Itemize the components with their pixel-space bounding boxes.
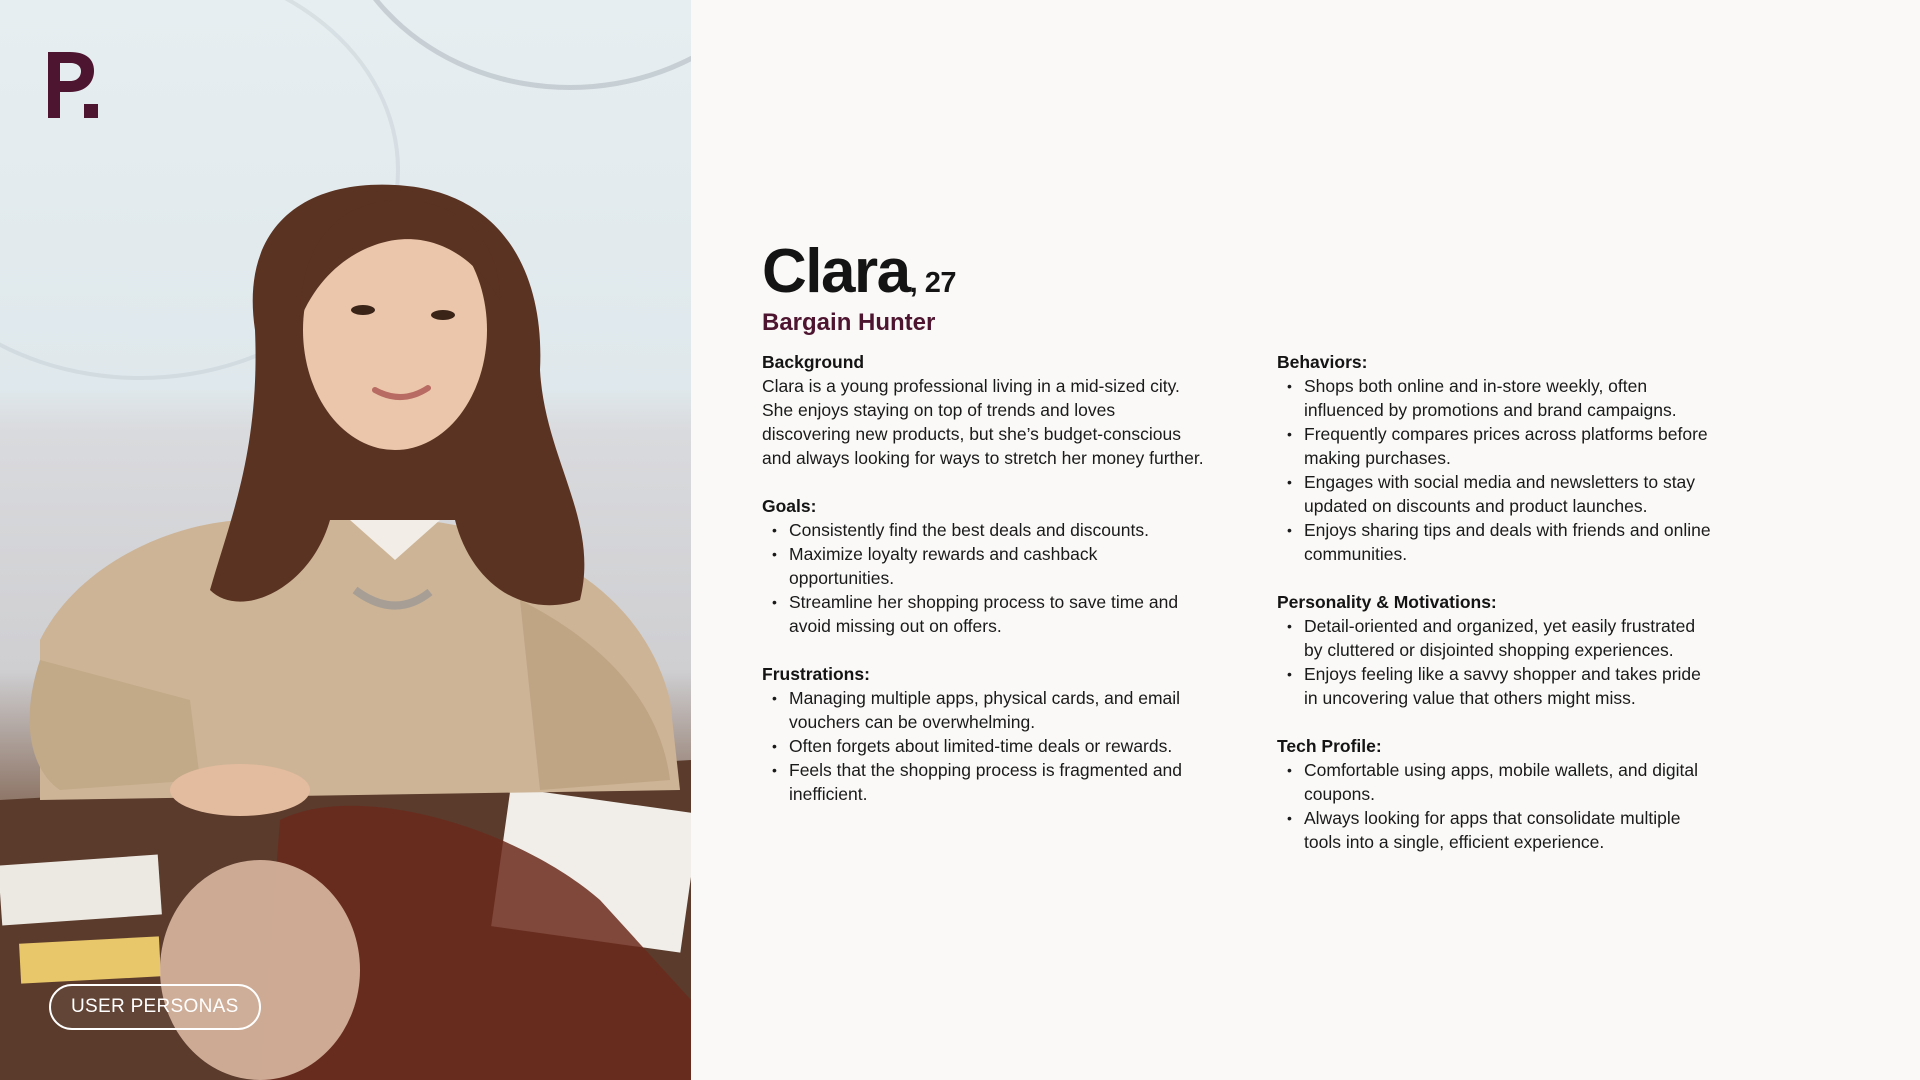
list-item: • Maximize loyalty rewards and cashback opportunities. <box>762 542 1192 590</box>
list-item: • Managing multiple apps, physical cards, and email vouchers can be overwhelming. <box>762 686 1192 734</box>
list-item: • Often forgets about limited-time deals or rewards. <box>762 734 1192 758</box>
list-item: • Always looking for apps that consolidate multiple tools into a single, efficient experience. <box>1277 806 1717 854</box>
section-title: Behaviors: <box>1277 352 1368 372</box>
section-title: Goals: <box>762 496 817 516</box>
behaviors-list <box>1277 374 1737 566</box>
frustrations-section <box>762 662 1277 806</box>
list-item: • Streamline her shopping process to save time and avoid missing out on offers. <box>762 590 1192 638</box>
list-item: • Enjoys feeling like a savvy shopper and takes pride in uncovering value that others might miss. <box>1277 662 1717 710</box>
list-item: • Enjoys sharing tips and deals with friends and online communities. <box>1277 518 1717 566</box>
persona-columns <box>762 350 1762 878</box>
user-personas-tag[interactable]: USER PERSONAS <box>49 984 261 1030</box>
section-title: Tech Profile: <box>1277 736 1382 756</box>
right-column <box>1277 350 1737 878</box>
personality-section <box>1277 590 1737 710</box>
frustrations-list <box>762 686 1277 806</box>
persona-header <box>762 237 1762 306</box>
persona-photo <box>0 0 691 1080</box>
list-item: • Comfortable using apps, mobile wallets, and digital coupons. <box>1277 758 1717 806</box>
p-logo-icon[interactable] <box>48 48 100 120</box>
section-title: Frustrations: <box>762 664 870 684</box>
personality-list <box>1277 614 1737 710</box>
list-item: • Engages with social media and newsletters to stay updated on discounts and product launches. <box>1277 470 1717 518</box>
background-text: Clara is a young professional living in a mid-sized city. She enjoys staying on top of trends and loves discovering new products, but she’s budget-conscious and always looking for ways to stretch her money further. <box>762 376 1204 468</box>
person-illustration <box>0 0 691 1080</box>
list-item: • Shops both online and in-store weekly, often influenced by promotions and brand campaigns. <box>1277 374 1717 422</box>
persona-name: Clara <box>762 237 910 306</box>
list-item: • Detail-oriented and organized, yet easily frustrated by cluttered or disjointed shopping experiences. <box>1277 614 1717 662</box>
goals-section <box>762 494 1277 638</box>
persona-age: , 27 <box>909 267 956 299</box>
list-item: • Feels that the shopping process is fragmented and inefficient. <box>762 758 1192 806</box>
background-section <box>762 350 1277 470</box>
tech-list <box>1277 758 1737 854</box>
persona-details <box>762 237 1762 852</box>
section-title: Background <box>762 352 865 372</box>
tech-section <box>1277 734 1737 854</box>
section-title: Personality & Motivations: <box>1277 592 1497 612</box>
behaviors-section <box>1277 350 1737 566</box>
goals-list <box>762 518 1277 638</box>
persona-role: Bargain Hunter <box>762 309 936 336</box>
list-item: • Consistently find the best deals and discounts. <box>762 518 1192 542</box>
list-item: • Frequently compares prices across platforms before making purchases. <box>1277 422 1717 470</box>
left-column <box>762 350 1277 878</box>
